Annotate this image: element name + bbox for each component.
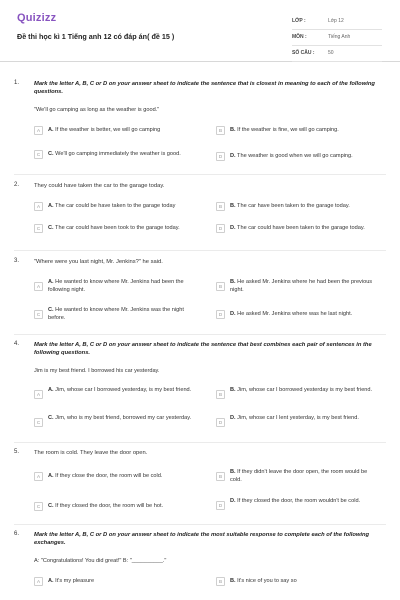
question-number: 6. bbox=[14, 531, 20, 537]
option-letter-box[interactable]: B bbox=[216, 282, 225, 291]
meta-key: SỐ CÂU : bbox=[292, 50, 315, 56]
option-letter-box[interactable]: C bbox=[34, 418, 43, 427]
option-letter-box[interactable]: D bbox=[216, 224, 225, 233]
question-stem: The room is cold. They leave the door open. bbox=[34, 450, 148, 456]
option-letter-box[interactable]: B bbox=[216, 126, 225, 135]
question-number: 4. bbox=[14, 341, 20, 347]
option-text: D. The weather is good when we will go camping. bbox=[230, 153, 353, 159]
option-text: D. If they closed the door, the room wouldn't be cold. bbox=[230, 498, 361, 504]
option-text: C. We'll go camping immediately the weather is good. bbox=[48, 151, 181, 157]
question-6 bbox=[14, 531, 390, 551]
meta-row-count bbox=[292, 46, 382, 62]
option-letter-box[interactable]: B bbox=[216, 577, 225, 586]
option-letter-box[interactable]: C bbox=[34, 224, 43, 233]
question-stem: They could have taken the car to the garage today. bbox=[34, 183, 165, 189]
option-letter-box[interactable]: B bbox=[216, 472, 225, 481]
option-letter-box[interactable]: A bbox=[34, 202, 43, 211]
option-text: A. If they close the door, the room will be cold. bbox=[48, 473, 163, 479]
option-text: A. It's my pleasure bbox=[48, 578, 95, 584]
question-stem: "We'll go camping as long as the weather is good." bbox=[34, 107, 160, 113]
option-letter-box[interactable]: D bbox=[216, 418, 225, 427]
meta-value: Lớp 12 bbox=[328, 18, 344, 24]
page-header bbox=[0, 0, 400, 62]
option-letter-box[interactable]: A bbox=[34, 577, 43, 586]
option-text: C. If they closed the door, the room will be hot. bbox=[48, 503, 164, 509]
option-text: A. If the weather is better, we will go camping bbox=[48, 127, 161, 133]
option-letter-box[interactable]: D bbox=[216, 501, 225, 510]
option-letter-box[interactable]: A bbox=[34, 472, 43, 481]
option-text: D. He asked Mr. Jenkins where was he last night. bbox=[230, 311, 353, 317]
meta-row-class bbox=[292, 14, 382, 30]
option-text: D. Jim, whose car I lent yesterday, is my best friend. bbox=[230, 415, 359, 421]
meta-value: Tiếng Anh bbox=[328, 34, 351, 40]
option-letter-box[interactable]: C bbox=[34, 502, 43, 511]
question-number: 1. bbox=[14, 80, 20, 86]
option-text: D. The car could have been taken to the garage today. bbox=[230, 225, 365, 231]
question-2 bbox=[14, 182, 390, 202]
option-text: C. Jim, who is my best friend, borrowed my car yesterday. bbox=[48, 415, 192, 421]
option-text: A. He wanted to know where Mr. Jenkins had been the following night. bbox=[48, 279, 184, 293]
option-text: B. If the weather is fine, we will go camping. bbox=[230, 127, 339, 133]
question-stem: Jim is my best friend. I borrowed his car yesterday. bbox=[34, 368, 160, 374]
option-letter-box[interactable]: D bbox=[216, 152, 225, 161]
question-3 bbox=[14, 258, 390, 278]
option-text: B. If they didn't leave the door open, the room would be cold. bbox=[230, 469, 368, 483]
question-number: 3. bbox=[14, 258, 20, 264]
divider bbox=[14, 334, 386, 335]
page-title: Đề thi học kì 1 Tiếng anh 12 có đáp án( đề 15 ) bbox=[17, 32, 175, 41]
meta-table bbox=[292, 14, 382, 62]
option-letter-box[interactable]: C bbox=[34, 310, 43, 319]
option-text: C. He wanted to know where Mr. Jenkins was the night before. bbox=[48, 307, 184, 321]
question-number: 5. bbox=[14, 449, 20, 455]
meta-key: MÔN : bbox=[292, 34, 307, 40]
option-letter-box[interactable]: B bbox=[216, 202, 225, 211]
question-4 bbox=[14, 341, 390, 361]
option-letter-box[interactable]: C bbox=[34, 150, 43, 159]
question-instruction: Mark the letter A, B, C or D on your answer sheet to indicate the sentence that best combines each pair of sentences in the following questions. bbox=[34, 342, 372, 356]
option-letter-box[interactable]: A bbox=[34, 126, 43, 135]
question-5 bbox=[14, 449, 390, 469]
option-letter-box[interactable]: A bbox=[34, 390, 43, 399]
option-text: A. Jim, whose car I borrowed yesterday, is my best friend. bbox=[48, 387, 192, 393]
question-instruction: Mark the letter A, B, C or D on your answer sheet to indicate the most suitable response to complete each of the following exchanges. bbox=[34, 532, 370, 546]
option-text: B. He asked Mr. Jenkins where he had been the previous night. bbox=[230, 279, 373, 293]
option-letter-box[interactable]: B bbox=[216, 390, 225, 399]
option-letter-box[interactable]: D bbox=[216, 310, 225, 319]
option-letter-box[interactable]: A bbox=[34, 282, 43, 291]
option-text: A. The car could be have taken to the garage today bbox=[48, 203, 176, 209]
option-text: B. The car have been taken to the garage today. bbox=[230, 203, 350, 209]
meta-value: 50 bbox=[328, 50, 334, 56]
option-text: C. The car could have been took to the garage today. bbox=[48, 225, 180, 231]
divider bbox=[14, 524, 386, 525]
option-text: B. Jim, whose car I borrowed yesterday is my best friend. bbox=[230, 387, 373, 393]
meta-key: LỚP : bbox=[292, 18, 306, 24]
divider bbox=[14, 442, 386, 443]
question-number: 2. bbox=[14, 182, 20, 188]
quizizz-logo: Quizizz bbox=[17, 12, 57, 24]
question-instruction: Mark the letter A, B, C or D on your answer sheet to indicate the sentence that is closest in meaning to each of the following questions. bbox=[34, 81, 375, 95]
meta-row-subject bbox=[292, 30, 382, 46]
divider bbox=[14, 250, 386, 251]
divider bbox=[14, 174, 386, 175]
question-stem: A: "Congratulations! You did great!" B: "__________." bbox=[34, 558, 167, 564]
option-text: B. It's nice of you to say so bbox=[230, 578, 297, 584]
question-stem: "Where were you last night, Mr. Jenkins?" he said. bbox=[34, 259, 163, 265]
